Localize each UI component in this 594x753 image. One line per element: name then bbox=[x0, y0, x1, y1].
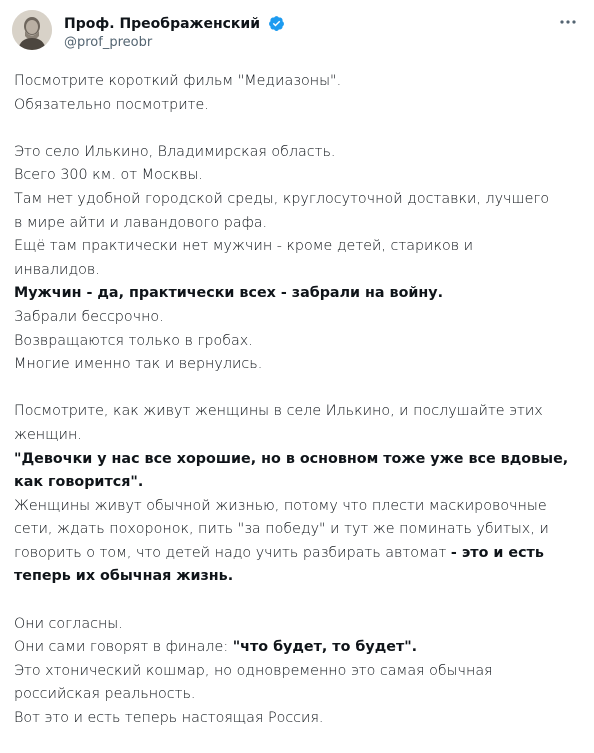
tweet-line: российская реальность. bbox=[14, 686, 196, 703]
tweet-line: Обязательно посмотрите. bbox=[14, 96, 209, 113]
paragraph-gap bbox=[14, 589, 582, 613]
tweet-line: женщин. bbox=[14, 426, 82, 443]
tweet-header bbox=[12, 10, 582, 54]
tweet-line: Женщины живут обычной жизнью, потому что плести маскировочные bbox=[14, 497, 547, 514]
tweet-line-bold: Мужчин - да, практически всех - забрали на войну. bbox=[14, 285, 444, 302]
tweet-text bbox=[14, 70, 582, 731]
tweet-line: Посмотрите короткий фильм "Медиазоны". bbox=[14, 73, 342, 89]
tweet-line: Они согласны. bbox=[14, 615, 123, 632]
tweet-line: в мире айти и лавандового рафа. bbox=[14, 214, 268, 231]
tweet-line: Забрали бессрочно. bbox=[14, 308, 164, 325]
author-names bbox=[64, 13, 285, 50]
tweet-quote-bold: как говорится". bbox=[14, 474, 144, 491]
tweet-line: Это село Илькино, Владимирская область. bbox=[14, 143, 336, 160]
tweet-line-mixed bbox=[14, 636, 582, 660]
tweet-text-span: Они сами говорят в финале: bbox=[14, 639, 233, 656]
tweet-line: сети, ждать похоронок, пить "за победу" и тут же поминать убитых, и bbox=[14, 521, 549, 538]
author-handle[interactable]: @prof_preobr bbox=[64, 35, 153, 50]
tweet-line: Это хтонический кошмар, но одновременно это самая обычная bbox=[14, 662, 493, 679]
paragraph-gap bbox=[14, 117, 582, 141]
tweet-line: Вот это и есть теперь настоящая Россия. bbox=[14, 710, 324, 727]
more-options-icon[interactable] bbox=[558, 14, 578, 30]
paragraph-gap bbox=[14, 377, 582, 401]
avatar-portrait-icon bbox=[12, 10, 52, 50]
tweet-line-mixed bbox=[14, 542, 582, 566]
avatar[interactable] bbox=[12, 10, 52, 50]
tweet-quote-bold: "Девочки у нас все хорошие, но в основном тоже уже все вдовые, bbox=[14, 450, 569, 467]
author-display-name[interactable]: Проф. Преображенский bbox=[64, 15, 261, 32]
tweet-line-bold: теперь их обычная жизнь. bbox=[14, 568, 234, 585]
tweet-line: Многие именно так и вернулись. bbox=[14, 356, 263, 373]
verified-badge-icon bbox=[268, 15, 285, 32]
tweet-line: Там нет удобной городской среды, круглосуточной доставки, лучшего bbox=[14, 190, 550, 207]
tweet-line: Ещё там практически нет мужчин - кроме детей, стариков и bbox=[14, 238, 474, 255]
tweet-bold-span: "что будет, то будет". bbox=[232, 639, 418, 656]
tweet-text-span: говорить о том, что детей надо учить разбирать автомат bbox=[14, 544, 451, 561]
tweet-line: Возвращаются только в гробах. bbox=[14, 332, 253, 349]
tweet-line: Всего 300 км. от Москвы. bbox=[14, 167, 203, 184]
tweet-bold-span: - это и есть bbox=[450, 544, 544, 561]
tweet-line: инвалидов. bbox=[14, 261, 100, 278]
tweet-line: Посмотрите, как живут женщины в селе Илькино, и послушайте этих bbox=[14, 403, 543, 420]
